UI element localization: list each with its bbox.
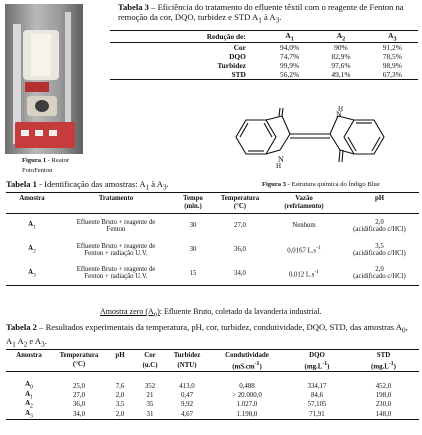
atom-n-left: N [278, 155, 284, 164]
figure3-caption: Figura 3 - Estrutura química do Índigo Blue [262, 181, 380, 188]
table-row: Cor 94,0% 90% 91,2% [233, 43, 402, 53]
table3-header: Redução de: $A_1$ $A_2$ $A_3$ [110, 31, 418, 43]
atom-h-right: H [338, 106, 344, 113]
table-row: STD 56,2% 49,1% 67,3% [110, 70, 418, 80]
table1-note: Amostra zero $(A_0)$: Efluente Bruto, coletado da lavanderia industrial. [100, 307, 322, 319]
table-row: Turbidez 99,9% 97,6% 98,9% [217, 61, 402, 71]
figure1-label: Figura 1 [22, 157, 46, 164]
atom-n-right: N [336, 110, 342, 119]
reactor-photo [5, 4, 83, 154]
table-row: $A_2$ Efluente Bruto + reagente de Fenton + radiação U.V. 30 36,0 0,0167 $L.s^{-1}$ 3,5 (acidificado c/HCl) [28, 242, 406, 257]
table-row: $A_3$ Efluente Bruto + reagente de Fenton + radiação U.V. 15 34,0 0,012 $L.s^{-1}$ 2,0 (acidificado c/HCl) [6, 262, 419, 286]
figure1-caption: Figura 1 - Reator FotoFenton [22, 157, 70, 174]
table-row: $A_1$ Efluente Bruto + reagente de Fenton 30 27,0 Nenhum 2,0 (acidificado c/HCl) [28, 218, 406, 233]
table-row: $A_1$ 27,0 2,0 21 0,47 > 20.000,0 84,6 198,0 [25, 390, 392, 401]
table2-header: Amostra Temperatura pH Cor Turbidez Condutividade DQO STD [6, 350, 419, 361]
table1-header: Amostra Tratamento Tempo Temperatura Vazão pH [6, 193, 419, 204]
table1-caption: Tabela 1 - Identificação das amostras: $A_1$ à $A_3$. [6, 179, 169, 192]
table3 [110, 30, 418, 80]
indigo-structure-diagram [226, 106, 394, 168]
table-row: $A_3$ 34,0 2,0 31 4,67 1.198,0 71,91 148,0 [6, 410, 419, 420]
table-row: $A_2$ 36,0 3,5 35 9,92 1.027,0 57,105 230,0 [25, 400, 392, 410]
table2-caption: Tabela 2 – Resultados experimentais da temperatura, pH, cor, turbidez, condutividade, DQO, STD, das amostras $A_0$, $A_1$ $A_2$ e $A_3$. [6, 322, 408, 349]
atom-h-left: H [276, 162, 282, 168]
table1: Amostra Tratamento Tempo Temperatura Vazão pH (min.) (°C) (refriamento) $A_1$ Efluente Bruto + reagente de Fenton 30 27,0 Nenhum 2,0 (acidificado c/HCl) $A_2$ Efluente Bruto + reagente de Fenton + radiação U.V. 30 36,0 0,0167 $L.s^{-1}$ 3,5 (acidificado c/HCl) $A_3$ Efluente Bruto + reagente de Fenton + radiação U.V. 15 34,0 0,012 $L.s^{-1}$ 2,0 (acidificado c/HCl) [6, 192, 419, 286]
table-row: DQO 74,7% 82,9% 78,5% [229, 52, 402, 62]
table3-caption: Tabela 3 – Eficiência do tratamento do efluente têxtil com o reagente de Fenton na remoção da cor, DQO, turbidez e STD $A_1$ à $A_3$. [118, 2, 404, 25]
table2: Amostra Temperatura pH Cor Turbidez Condutividade DQO STD (°C) (u.C) (NTU) $(mS.cm^{-1})$ $(mg.L^{-1})$ $(mg.L^{-1})$ $A_0$ 25,0 7,6 352 413,0 0,488 334,17 452,0 $A_1$ 27,0 2,0 21 0,47 > 20.000,0 84,6 198,0 $A_2$ 36,0 3,5 35 9,92 1.027,0 57,105 230,0 $A_3$ 34,0 2,0 31 4,67 1.198,0 71,91 148,0 [6, 349, 419, 420]
table-row: $A_0$ 25,0 7,6 352 413,0 0,488 334,17 452,0 [25, 381, 392, 391]
